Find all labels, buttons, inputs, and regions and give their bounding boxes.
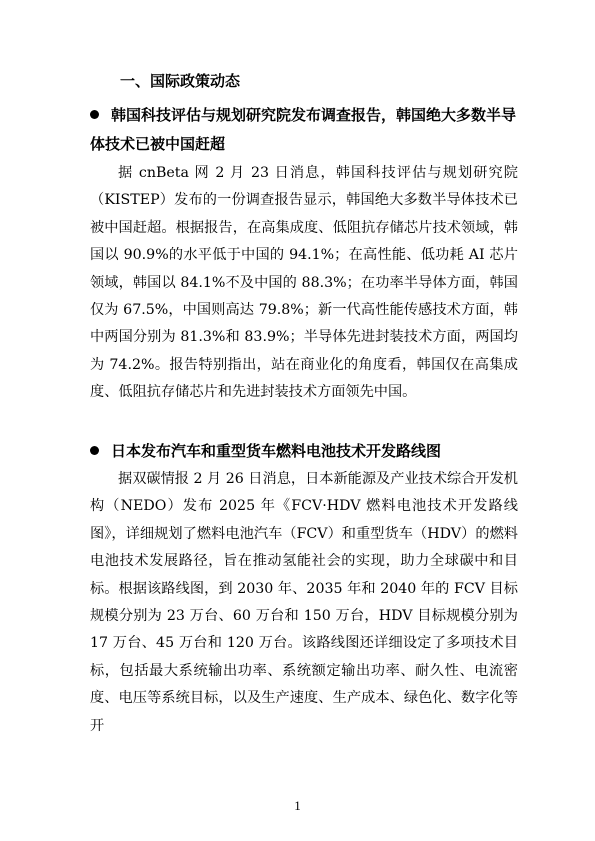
item-heading-2: [90, 437, 520, 466]
page-number: 1: [294, 798, 301, 813]
section-title: 一、国际政策动态: [120, 72, 241, 90]
item-body-1: 据 cnBeta 网 2 月 23 日消息，韩国科技评估与规划研究院（KISTEP）发布的一份调查报告显示，韩国绝大多数半导体技术已被中国赶超。根据报告，在高集成度、低阻抗存储芯片技术领域，韩国以 90.9%的水平低于中国的 94.1%；在高性能、低功耗 AI 芯片领域，韩国以 84.1%不及中国的 88.3%；在功率半导体方面，韩国仅为 67.5%，中国则高达 79.8%；新一代高性能传感技术方面，韩中两国分别为 81.3%和 83.9%；半导体先进封装技术方面，两国均为 74.2%。报告特别指出，站在商业化的角度看，韩国仅在高集成度、低阻抗存储芯片和先进封装技术方面领先中国。: [90, 165, 518, 401]
item-heading-text: 日本发布汽车和重型货车燃料电池技术开发路线图: [111, 442, 442, 460]
item-heading-text: 韩国科技评估与规划研究院发布调查报告，韩国绝大多数半导体技术已被中国赶超: [90, 106, 517, 153]
item-heading-1: [90, 101, 520, 159]
item-body-2: 据双碳情报 2 月 26 日消息，日本新能源及产业技术综合开发机构（NEDO）发布 2025 年《FCV·HDV 燃料电池技术开发路线图》，详细规划了燃料电池汽车（FCV）和重型货车（HDV）的燃料电池技术发展路径，旨在推动氢能社会的实现，助力全球碳中和目标。根据该路线图，到 2030 年、2035 年和 2040 年的 FCV 目标规模分别为 23 万台、60 万台和 150 万台，HDV 目标规模分别为 17 万台、45 万台和 120 万台。该路线图还详细设定了多项技术目标，包括最大系统输出功率、系统额定输出功率、耐久性、电流密度、电压等系统目标，以及生产速度、生产成本、绿色化、数字化等开: [90, 471, 518, 734]
bullet-icon: [90, 110, 99, 119]
bullet-icon: [90, 446, 99, 455]
